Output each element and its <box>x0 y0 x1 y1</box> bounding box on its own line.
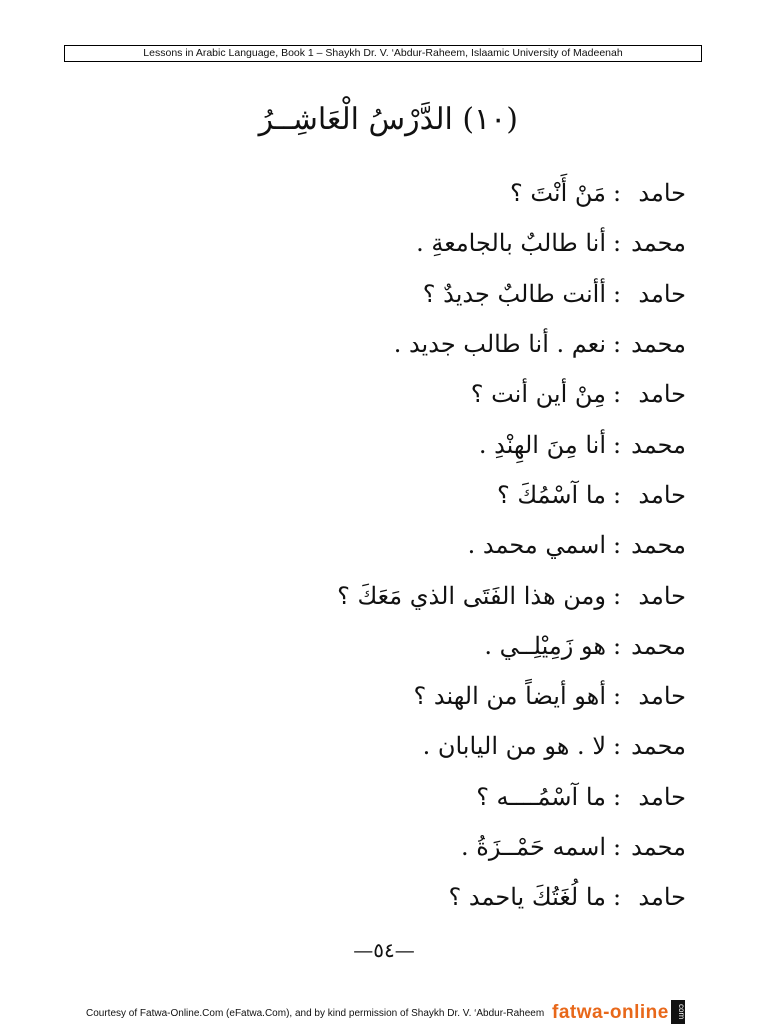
dialogue-line <box>126 772 686 822</box>
speaker-name: محمد <box>631 229 686 258</box>
dialogue-line <box>126 570 686 620</box>
speaker-name: حامد <box>638 883 686 912</box>
utterance-text: أأنت طالبٌ جديدٌ ؟ <box>422 279 606 308</box>
dialogue-line <box>126 822 686 872</box>
fatwa-online-logo[interactable] <box>552 1000 698 1024</box>
dialogue-line <box>126 671 686 721</box>
utterance-text: أهو أيضاً من الهند ؟ <box>413 682 606 711</box>
speaker-separator: : <box>612 229 622 258</box>
speaker-separator: : <box>612 480 622 509</box>
speaker-separator: : <box>612 430 622 459</box>
speaker-name: حامد <box>638 581 686 610</box>
dialogue-line <box>126 621 686 671</box>
speaker-separator: : <box>612 531 622 560</box>
speaker-separator: : <box>612 732 622 761</box>
speaker-name: حامد <box>638 782 686 811</box>
speaker-separator: : <box>612 631 622 660</box>
lesson-title: (١٠) الدَّرْسُ الْعَاشِــرُ <box>258 102 518 137</box>
speaker-separator: : <box>612 581 622 610</box>
utterance-text: أنا مِنَ الهِنْدِ . <box>478 430 606 459</box>
utterance-text: ما آسْمُكَ ؟ <box>496 480 606 509</box>
dialogue-line <box>126 872 686 922</box>
dialogue-line <box>126 520 686 570</box>
footer-credit: Courtesy of Fatwa-Online.Com (eFatwa.Com), and by kind permission of Shaykh Dr. V. ‘Abdur-Raheem <box>86 1008 545 1019</box>
speaker-separator: : <box>612 682 622 711</box>
page-number: —٥٤— <box>353 938 415 962</box>
utterance-text: مِنْ أين أنت ؟ <box>470 380 606 409</box>
speaker-separator: : <box>612 179 622 208</box>
utterance-text: مَنْ أَنْتَ ؟ <box>509 179 606 208</box>
speaker-name: محمد <box>631 631 686 660</box>
speaker-name: محمد <box>631 531 686 560</box>
running-header: Lessons in Arabic Language, Book 1 – Shaykh Dr. V. ‘Abdur-Raheem, Islaamic University of Madeenah <box>64 45 702 62</box>
dialogue-line <box>126 218 686 268</box>
dialogue-line <box>126 369 686 419</box>
dialogue-line <box>126 319 686 369</box>
utterance-text: اسمي محمد . <box>467 531 606 560</box>
logo-text: fatwa-online <box>552 1002 669 1023</box>
dialogue-line <box>126 721 686 771</box>
speaker-name: محمد <box>631 430 686 459</box>
utterance-text: هو زَمِيْلِــي . <box>484 631 606 660</box>
speaker-name: محمد <box>631 833 686 861</box>
speaker-name: حامد <box>638 480 686 509</box>
utterance-text: لا . هو من اليابان . <box>422 732 606 761</box>
utterance-text: ما لُغَتُكَ ياحمد ؟ <box>448 883 606 912</box>
speaker-separator: : <box>612 330 622 359</box>
speaker-name: حامد <box>638 380 686 409</box>
dialogue-line <box>126 470 686 520</box>
utterance-text: ما آسْمُــــه ؟ <box>476 782 606 811</box>
speaker-separator: : <box>612 782 622 811</box>
speaker-name: حامد <box>638 279 686 308</box>
utterance-text: نعم . أنا طالب جديد . <box>393 330 606 359</box>
dialogue <box>126 168 686 922</box>
speaker-name: محمد <box>631 732 686 761</box>
speaker-separator: : <box>612 883 622 912</box>
speaker-name: حامد <box>638 179 686 208</box>
speaker-name: محمد <box>631 330 686 359</box>
utterance-text: أنا طالبٌ بالجامعةِ . <box>416 229 606 258</box>
utterance-text: ومن هذا الفَتَى الذي مَعَكَ ؟ <box>337 581 606 610</box>
logo-com-badge: com <box>671 1000 685 1024</box>
speaker-separator: : <box>612 833 622 861</box>
dialogue-line <box>126 269 686 319</box>
speaker-separator: : <box>612 380 622 409</box>
dialogue-line <box>126 419 686 469</box>
speaker-separator: : <box>612 279 622 308</box>
dialogue-line <box>126 168 686 218</box>
utterance-text: اسمه حَمْــزَةُ . <box>461 833 606 861</box>
speaker-name: حامد <box>638 682 686 711</box>
